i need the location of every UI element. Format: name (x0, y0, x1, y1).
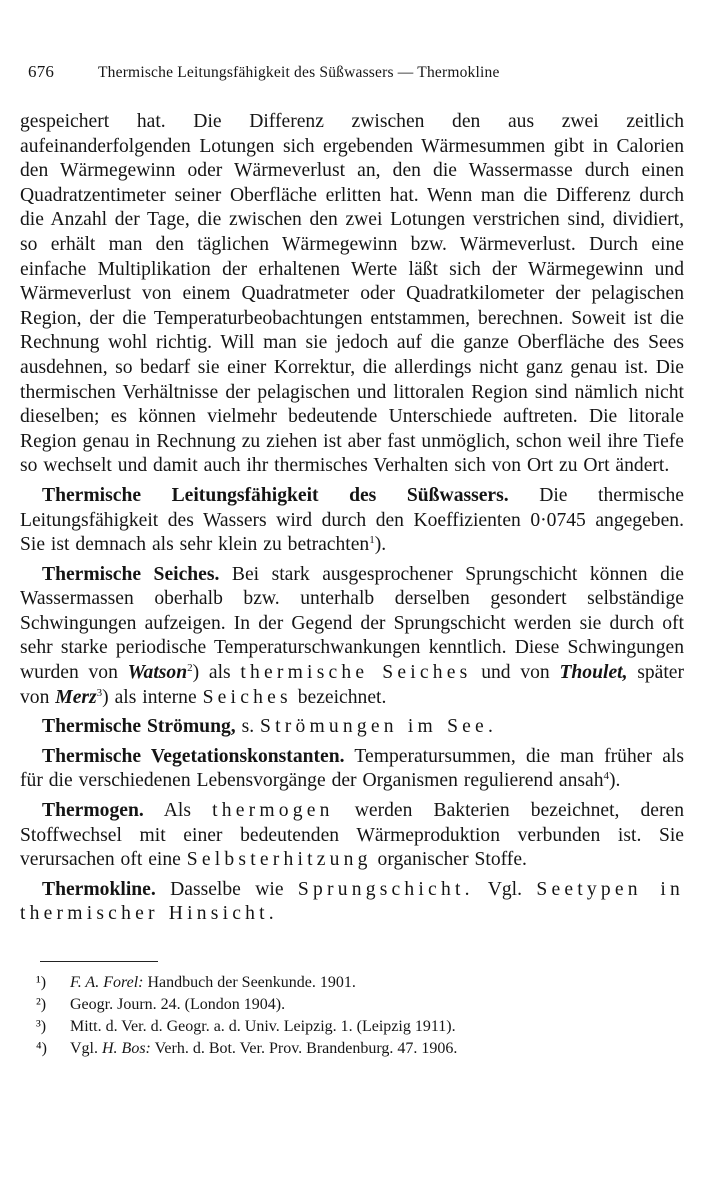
footnote (36, 1016, 684, 1038)
footnote-text: Geogr. Journ. 24. (London 1904). (70, 996, 286, 1013)
spaced-term: thermische Seiches (240, 662, 472, 684)
footnotes (20, 972, 684, 1060)
running-title: Thermische Leitungsfähigkeit des Süßwassers — Thermokline (98, 64, 500, 81)
footnote-mark: ⁴) (36, 1040, 47, 1057)
footnote-author: H. Bos: (102, 1040, 151, 1057)
continuation-paragraph: gespeichert hat. Die Differenz zwischen den aus zwei zeitlich aufeinanderfolgenden Lotungen sich ergebenden Wärmesummen gibt in Calorien den Wärmegewinn oder Wärmeverlust an, den die Wassermasse durch einen Quadratzentimeter seiner Oberfläche erlitten hat. Wenn man die Differenz durch die Anzahl der Tage, die zwischen den zwei Lotungen verstrichen sind, dividiert, so erhält man den täglichen Wärmegewinn bzw. Wärmeverlust. Durch eine einfache Multiplikation der erhaltenen Werte läßt sich der Wärmegewinn und Wärmeverlust von einem Quadratmeter oder Quadratkilometer der pelagischen Region, der die Temperaturbeobachtungen entstammen, berechnen. Soweit ist die Rechnung wohl richtig. Will man sie jedoch auf die ganze Oberfläche des Sees ausdehnen, so bedarf sie einer Korrektur, die allerdings nicht ganz genau ist. Die thermischen Verhältnisse der pelagischen und littoralen Region sind nämlich nicht dieselben; es können vielmehr bedeutende Unterschiede auftreten. Die litorale Region genau in Rechnung zu ziehen ist aber fast unmöglich, schon weil ihre Tiefe so wechselt und damit auch ihr thermisches Verhalten sich von Ort zu Ort ändert. (20, 111, 684, 477)
entry-seiches: Thermische Seiches. Bei stark ausgesprochener Sprungschicht können die Wassermassen oberhalb bzw. unterhalb derselben gesondert selbständige Schwingungen aufzeigen. In der Gegend der Sprungschicht werden sie durch oft sehr starke periodische Temperaturschwankungen kenntlich. Diese Schwingungen wurden von Watson$^2$) als thermische Seiches und von Thoulet, später von Merz$^3$) als interne Seiches bezeichnet. (20, 563, 685, 708)
page-number: 676 (28, 62, 55, 81)
entry-heading: Thermische Vegetationskonstanten. (42, 745, 345, 767)
footnote-ref: 2 (187, 662, 193, 675)
entry-leitungsfaehigkeit: Thermische Leitungsfähigkeit des Süßwassers. Die thermische Leitungsfähigkeit des Wassers wird durch den Koeffizienten 0·0745 angegeben. Sie ist demnach als sehr klein zu betrachten$^1$). (20, 484, 684, 556)
footnote: ⁴) Vgl. H. Bos: Verh. d. Bot. Ver. Prov. Brandenburg. 47. 1906. (36, 1038, 684, 1060)
spaced-term: Seiches (202, 686, 292, 708)
author-name: Thoulet, (559, 662, 628, 684)
running-header (20, 62, 684, 82)
entry-thermogen: Thermogen. Als thermogen werden Bakterien bezeichnet, deren Stoffwechsel mit einer bedeutenden Wärmeproduktion verbunden ist. Sie verursachen oft eine Selbsterhitzung organischer Stoffe. (20, 800, 685, 871)
footnote-ref: 1 (369, 534, 375, 547)
entry-heading: Thermische Leitungsfähigkeit des Süßwassers. (42, 484, 509, 506)
footnote: ¹) F. A. Forel: Handbuch der Seenkunde. 1901. (36, 972, 684, 994)
footnote-text: Mitt. d. Ver. d. Geogr. a. d. Univ. Leipzig. 1. (Leipzig 1911). (70, 1018, 456, 1035)
footnote-author: F. A. Forel: (70, 974, 144, 991)
footnote-mark: ³) (36, 1018, 47, 1035)
spaced-term: Seetypen in thermischer Hinsicht. (20, 878, 685, 925)
spaced-term: Sprungschicht. (297, 878, 474, 900)
footnote-ref: 4 (603, 770, 610, 783)
footnote-mark: ¹) (36, 974, 47, 991)
footnote-mark: ²) (36, 996, 47, 1013)
footnote (36, 994, 684, 1016)
spaced-term: Strömungen im See. (260, 716, 498, 738)
entry-vegetationskonstanten: Thermische Vegetationskonstanten. Temperatursummen, die man früher als für die verschiedenen Lebensvorgänge der Organismen regulierend ansah$^4$). (20, 745, 684, 792)
body-text (20, 110, 684, 927)
entry-heading: Thermogen. (42, 800, 144, 822)
entry-heading: Thermische Seiches. (42, 563, 220, 585)
author-name: Merz (55, 686, 97, 708)
footnote-divider (40, 961, 158, 962)
spaced-term: Selbsterhitzung (186, 849, 372, 871)
footnote-ref: 3 (96, 686, 103, 699)
entry-stroemung: Thermische Strömung, s. Strömungen im See. (42, 716, 498, 738)
author-name: Watson (127, 662, 188, 684)
spaced-term: thermogen (212, 800, 334, 822)
entry-heading: Thermokline. (42, 878, 156, 900)
entry-thermokline: Thermokline. Dasselbe wie Sprungschicht. Vgl. Seetypen in thermischer Hinsicht. (20, 878, 685, 925)
entry-heading: Thermische Strömung, (42, 716, 236, 738)
